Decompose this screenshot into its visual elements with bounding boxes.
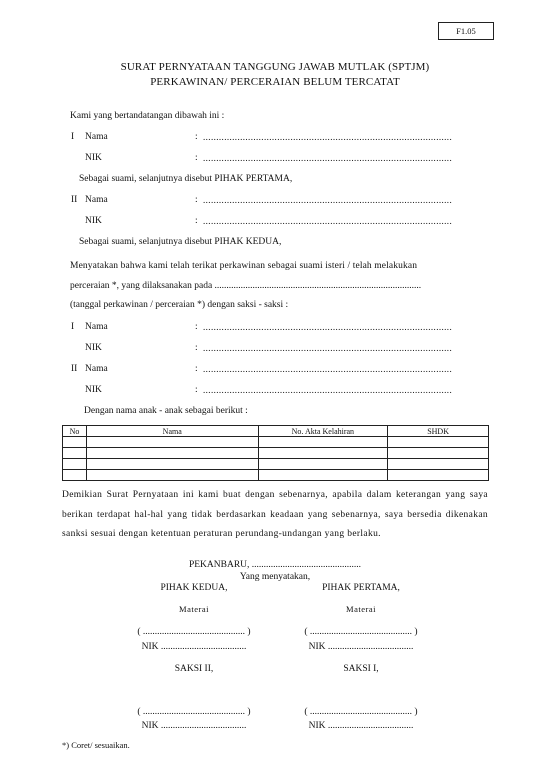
table-row xyxy=(63,448,489,459)
party2-note: Sebagai suami, selanjutnya disebut PIHAK KEDUA, xyxy=(79,237,282,247)
children-table xyxy=(62,425,489,481)
left-witness-name-blank[interactable]: ( ........................................... ) xyxy=(137,707,251,717)
table-row xyxy=(63,437,489,448)
form-code: F1.05 xyxy=(438,22,494,40)
table-cell[interactable] xyxy=(258,437,388,448)
witness2-name-field[interactable]: .............................................................................................. xyxy=(203,364,453,374)
right-witness-label: SAKSI I, xyxy=(343,664,379,674)
statement-line-1: Menyatakan bahwa kami telah terikat perkawinan sebagai suami isteri / telah melakukan xyxy=(70,261,418,271)
table-row xyxy=(63,459,489,470)
table-header-row xyxy=(63,426,489,437)
left-witness-nik-blank[interactable]: NIK .................................... xyxy=(141,721,247,731)
witness2-nik-label: NIK xyxy=(85,385,102,395)
right-party-nik-blank[interactable]: NIK .................................... xyxy=(308,642,414,652)
party2-name-label: Nama xyxy=(85,195,108,205)
table-cell[interactable] xyxy=(86,448,258,459)
statement-line-3: (tanggal perkawinan / perceraian *) dengan saksi - saksi : xyxy=(70,300,289,310)
table-cell[interactable] xyxy=(388,448,489,459)
party2-name-field[interactable]: .............................................................................................. xyxy=(203,195,453,205)
witness2-number: II xyxy=(71,364,78,374)
party2-nik-colon: : xyxy=(195,216,198,226)
witness1-nik-label: NIK xyxy=(85,343,102,353)
right-witness-name-blank[interactable]: ( ........................................... ) xyxy=(304,707,418,717)
table-cell[interactable] xyxy=(388,459,489,470)
table-cell[interactable] xyxy=(86,459,258,470)
party1-name-colon: : xyxy=(195,132,198,142)
table-cell[interactable] xyxy=(388,470,489,481)
witness1-number: I xyxy=(71,322,75,332)
column-header-shdk: SHDK xyxy=(388,426,489,437)
title-line-2: PERKAWINAN/ PERCERAIAN BELUM TERCATAT xyxy=(150,76,400,88)
witness1-nik-colon: : xyxy=(195,343,198,353)
left-witness-label: SAKSI II, xyxy=(174,664,214,674)
place-date: PEKANBARU, .............................................. xyxy=(188,560,362,570)
witness2-name-label: Nama xyxy=(85,364,108,374)
footnote: *) Coret/ sesuaikan. xyxy=(62,740,130,750)
table-cell[interactable] xyxy=(258,448,388,459)
table-cell[interactable] xyxy=(258,459,388,470)
witness1-name-colon: : xyxy=(195,322,198,332)
table-cell[interactable] xyxy=(63,437,87,448)
left-party-nik-blank[interactable]: NIK .................................... xyxy=(141,642,247,652)
statement-line-2: perceraian *, yang dilaksanakan pada ....................................................................................... xyxy=(70,281,422,291)
party1-nik-colon: : xyxy=(195,153,198,163)
witness1-nik-field[interactable]: .............................................................................................. xyxy=(203,343,453,353)
closing-paragraph: Demikian Surat Pernyataan ini kami buat dengan sebenarnya, apabila dalam keterangan yang saya berikan terdapat hal-hal yang tidak berdasarkan keadaan yang sebenarnya, saya bersedia dikenakan sanksi sesuai dengan ketentuan peraturan perundang-undangan yang berlaku. xyxy=(62,490,488,540)
party2-name-colon: : xyxy=(195,195,198,205)
table-row xyxy=(63,470,489,481)
right-party-name-blank[interactable]: ( ........................................... ) xyxy=(304,627,418,637)
column-header-no: No xyxy=(63,426,87,437)
witness2-nik-colon: : xyxy=(195,385,198,395)
left-party-label: PIHAK KEDUA, xyxy=(160,583,228,593)
party1-number: I xyxy=(71,132,75,142)
table-cell[interactable] xyxy=(388,437,489,448)
party1-nik-label: NIK xyxy=(85,153,102,163)
witness2-name-colon: : xyxy=(195,364,198,374)
right-witness-nik-blank[interactable]: NIK .................................... xyxy=(308,721,414,731)
table-cell[interactable] xyxy=(63,448,87,459)
left-materai: Materai xyxy=(179,604,209,614)
party1-note: Sebagai suami, selanjutnya disebut PIHAK PERTAMA, xyxy=(79,174,293,184)
party2-nik-field[interactable]: .............................................................................................. xyxy=(203,216,453,226)
witness1-name-label: Nama xyxy=(85,322,108,332)
party2-nik-label: NIK xyxy=(85,216,102,226)
right-party-label: PIHAK PERTAMA, xyxy=(322,583,400,593)
title-line-1: SURAT PERNYATAAN TANGGUNG JAWAB MUTLAK (SPTJM) xyxy=(120,61,430,73)
statement-signoff: Yang menyatakan, xyxy=(239,572,311,582)
column-header-akta: No. Akta Kelahiran xyxy=(258,426,388,437)
party1-name-field[interactable]: .............................................................................................. xyxy=(203,132,453,142)
party1-name-label: Nama xyxy=(85,132,108,142)
right-materai: Materai xyxy=(346,604,376,614)
column-header-nama: Nama xyxy=(86,426,258,437)
witness1-name-field[interactable]: .............................................................................................. xyxy=(203,322,453,332)
table-cell[interactable] xyxy=(86,437,258,448)
left-party-name-blank[interactable]: ( ........................................... ) xyxy=(137,627,251,637)
party1-nik-field[interactable]: .............................................................................................. xyxy=(203,153,453,163)
children-intro: Dengan nama anak - anak sebagai berikut : xyxy=(84,406,248,416)
party2-number: II xyxy=(71,195,78,205)
intro-text: Kami yang bertandatangan dibawah ini : xyxy=(70,111,225,121)
table-cell[interactable] xyxy=(63,470,87,481)
table-cell[interactable] xyxy=(63,459,87,470)
witness2-nik-field[interactable]: .............................................................................................. xyxy=(203,385,453,395)
table-cell[interactable] xyxy=(86,470,258,481)
table-cell[interactable] xyxy=(258,470,388,481)
